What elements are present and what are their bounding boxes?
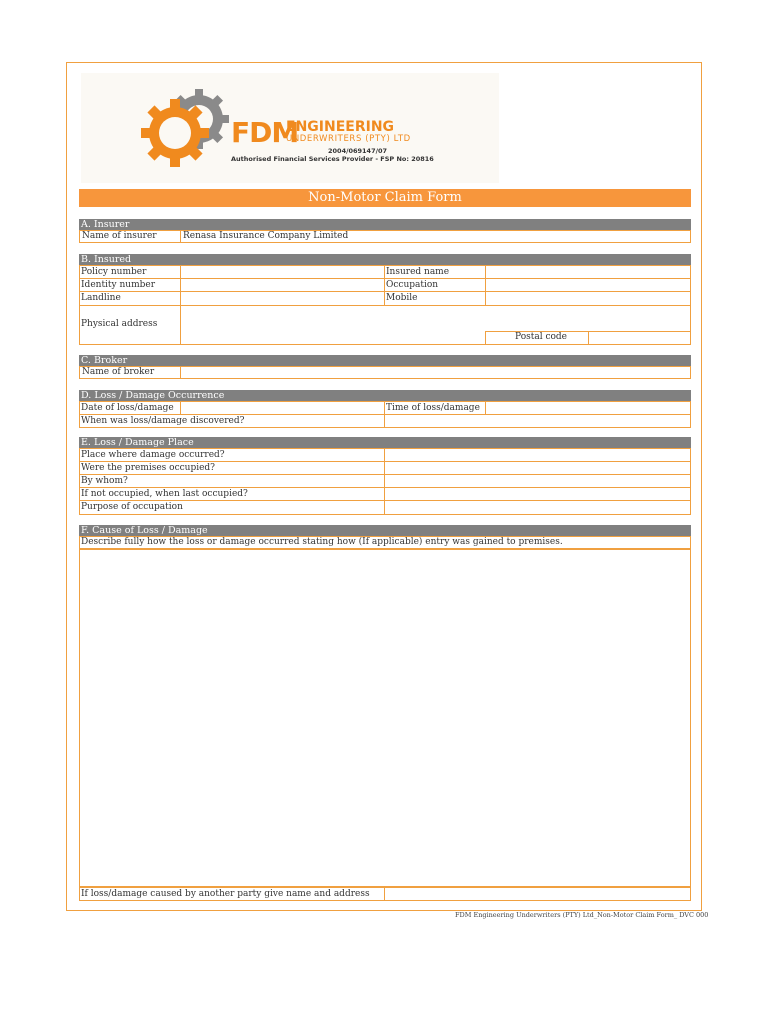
last-occupied-field[interactable] xyxy=(385,488,690,500)
purpose-field[interactable] xyxy=(385,501,690,514)
section-occurrence-heading: D. Loss / Damage Occurrence xyxy=(79,390,691,401)
logo-underwriters: UNDERWRITERS (PTY) LTD xyxy=(286,134,411,144)
insurer-name-field[interactable]: Renasa Insurance Company Limited xyxy=(183,231,349,241)
identity-number-label: Identity number xyxy=(81,280,156,290)
postal-code-field[interactable] xyxy=(589,332,690,344)
landline-field[interactable] xyxy=(181,292,384,305)
section-insurer-heading: A. Insurer xyxy=(79,219,691,230)
describe-textarea[interactable] xyxy=(79,549,691,887)
logo-name: FDM xyxy=(231,116,299,149)
logo-engineering: ENGINEERING xyxy=(286,119,395,135)
place-row-label: Were the premises occupied? xyxy=(81,463,216,473)
place-row-label: Place where damage occurred? xyxy=(81,450,225,460)
physical-address-label: Physical address xyxy=(81,319,158,329)
occupation-field[interactable] xyxy=(486,279,690,291)
page-footer: FDM Engineering Underwriters (PTY) Ltd_Non-Motor Claim Form_ DVC 000 xyxy=(455,911,709,919)
occupation-label: Occupation xyxy=(386,280,439,290)
postal-code-label: Postal code xyxy=(515,332,567,342)
third-party-label: If loss/damage caused by another party give name and address xyxy=(81,889,370,899)
policy-number-label: Policy number xyxy=(81,267,147,277)
physical-address-field[interactable] xyxy=(181,306,690,331)
insured-name-label: Insured name xyxy=(386,267,450,277)
section-broker-heading: C. Broker xyxy=(79,355,691,366)
gears-logo-icon xyxy=(137,81,237,176)
by-whom-field[interactable] xyxy=(385,475,690,487)
third-party-field[interactable] xyxy=(385,888,690,900)
date-of-loss-label: Date of loss/damage xyxy=(81,403,174,413)
section-cause-heading: F. Cause of Loss / Damage xyxy=(79,525,691,536)
landline-label: Landline xyxy=(81,293,121,303)
insured-name-field[interactable] xyxy=(486,266,690,278)
form-frame xyxy=(66,62,702,911)
section-insured-heading: B. Insured xyxy=(79,254,691,265)
insurer-row xyxy=(79,230,691,243)
broker-name-field[interactable] xyxy=(181,367,690,378)
time-of-loss-field[interactable] xyxy=(486,402,690,414)
identity-number-field[interactable] xyxy=(181,279,384,291)
broker-row xyxy=(79,366,691,379)
section-place-heading: E. Loss / Damage Place xyxy=(79,437,691,448)
logo-fsp: Authorised Financial Services Provider - FSP No: 20816 xyxy=(231,155,434,163)
mobile-label: Mobile xyxy=(386,293,418,303)
logo-registration: 2004/069147/07 xyxy=(328,147,388,155)
broker-name-label: Name of broker xyxy=(80,367,181,378)
policy-number-field[interactable] xyxy=(181,266,384,278)
time-of-loss-label: Time of loss/damage xyxy=(386,403,480,413)
date-of-loss-field[interactable] xyxy=(181,402,384,414)
logo-area xyxy=(81,73,499,183)
form-title: Non-Motor Claim Form xyxy=(79,189,691,207)
mobile-field[interactable] xyxy=(486,292,690,305)
place-row-label: Purpose of occupation xyxy=(81,502,183,512)
place-row-label: If not occupied, when last occupied? xyxy=(81,489,248,499)
discovered-label: When was loss/damage discovered? xyxy=(81,416,245,426)
discovered-field[interactable] xyxy=(385,415,690,427)
describe-label: Describe fully how the loss or damage occurred stating how (If applicable) entry was gained to premises. xyxy=(81,537,563,547)
occupied-field[interactable] xyxy=(385,462,690,474)
insurer-name-label: Name of insurer xyxy=(80,231,181,242)
place-field[interactable] xyxy=(385,449,690,461)
place-row-label: By whom? xyxy=(81,476,128,486)
